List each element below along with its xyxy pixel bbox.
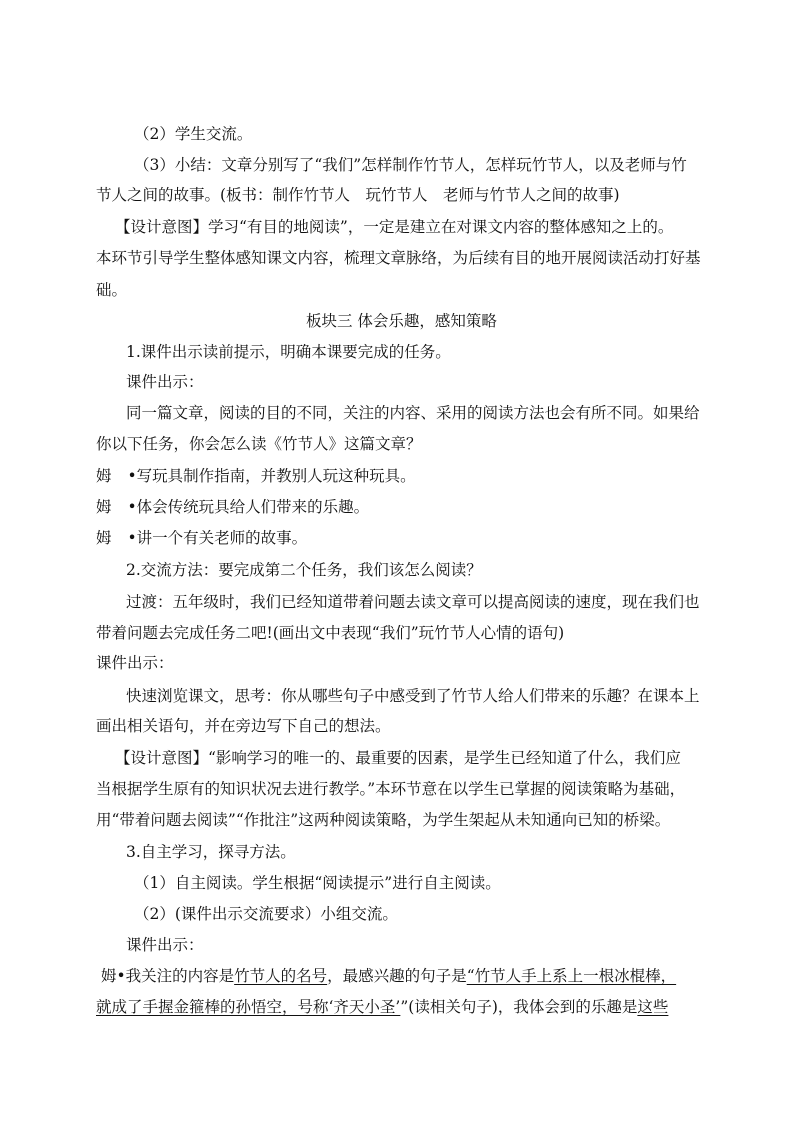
list-item [96,528,307,548]
bullet-mark: 姆 [96,467,112,485]
text-run: ，最感兴趣的句子是 [327,967,467,985]
paragraph-line: 同一篇文章，阅读的目的不同，关注的内容、采用的阅读方法也会有所不同。如果给 [126,404,700,422]
bullet-text: •讲一个有关老师的故事。 [127,529,308,547]
list-item [96,466,416,486]
paragraph-line: 当根据学生原有的知识状况去进行教学。”本环节意在以学生已掌握的阅读策略为基础， [96,780,686,798]
paragraph-line: 你以下任务，你会怎么读《竹节人》这篇文章？ [96,435,422,453]
paragraph-line: 【设计意图】学习“有目的地阅读”，一定是建立在对课文内容的整体感知之上的。 [115,218,674,236]
paragraph-line: 快速浏览课文，思考：你从哪些句子中感受到了竹节人给人们带来的乐趣？在课本上 [126,687,700,705]
paragraph-line: （3）小结：文章分别写了“我们”怎样制作竹节人，怎样玩竹节人，以及老师与竹 [134,156,687,174]
bullet-text: •体会传统玩具给人们带来的乐趣。 [127,498,370,516]
paragraph-line: （2）(课件出示交流要求）小组交流。 [134,905,398,923]
paragraph-line: 1.课件出示读前提示，明确本课要完成的任务。 [126,343,451,361]
paragraph-line: 节人之间的故事。(板书：制作竹节人 玩竹节人 老师与竹节人之间的故事) [96,186,620,204]
paragraph-line: 课件出示： [96,654,174,672]
paragraph-line: 础。 [96,281,128,299]
text-run: ”(读相关句子)，我体会到的乐趣是 [400,998,638,1016]
bullet-mark: 姆 [96,498,112,516]
bullet-mark: 姆 [96,529,112,547]
paragraph-line [96,997,668,1017]
paragraph-line: 本环节引导学生整体感知课文内容，梳理文章脉络，为后续有目的地开展阅读活动打好基 [96,249,701,267]
paragraph-line: 3.自主学习，探寻方法。 [126,843,296,861]
bullet-text: •写玩具制作指南，并教别人玩这种玩具。 [127,467,416,485]
paragraph-line: 过渡：五年级时，我们已经知道带着问题去读文章可以提高阅读的速度，现在我们也 [126,593,700,611]
paragraph-line: （1）自主阅读。学生根据“阅读提示”进行自主阅读。 [134,874,501,892]
list-item [96,497,369,517]
paragraph-line: 课件出示： [126,936,204,954]
underlined-text: “竹节人手上系上一根冰棍棒， [466,967,677,985]
paragraph-line: 带着问题去完成任务二吧!(画出文中表现“我们”玩竹节人心情的语句) [96,624,565,642]
paragraph-line [101,966,676,986]
underlined-text: 这些 [637,998,669,1016]
paragraph-line: 课件出示： [126,373,204,391]
paragraph-line: 用“带着问题去阅读”“作批注”这两种阅读策略，为学生架起从未知通向已知的桥梁。 [96,811,671,829]
paragraph-line: 【设计意图】“影响学习的唯一的、最重要的因素，是学生已经知道了什么，我们应 [115,749,681,767]
text-run: 姆•我关注的内容是 [101,967,235,985]
section-heading: 板块三 体会乐趣，感知策略 [306,312,497,330]
underlined-text: 竹节人的名号 [234,967,328,985]
paragraph-line: （2）学生交流。 [134,125,253,143]
paragraph-line: 画出相关语句，并在旁边写下自己的想法。 [96,717,391,735]
underlined-text: 就成了手握金箍棒的孙悟空，号称‘齐天小圣’ [96,998,401,1016]
paragraph-line: 2.交流方法：要完成第二个任务，我们该怎么阅读？ [126,561,482,579]
